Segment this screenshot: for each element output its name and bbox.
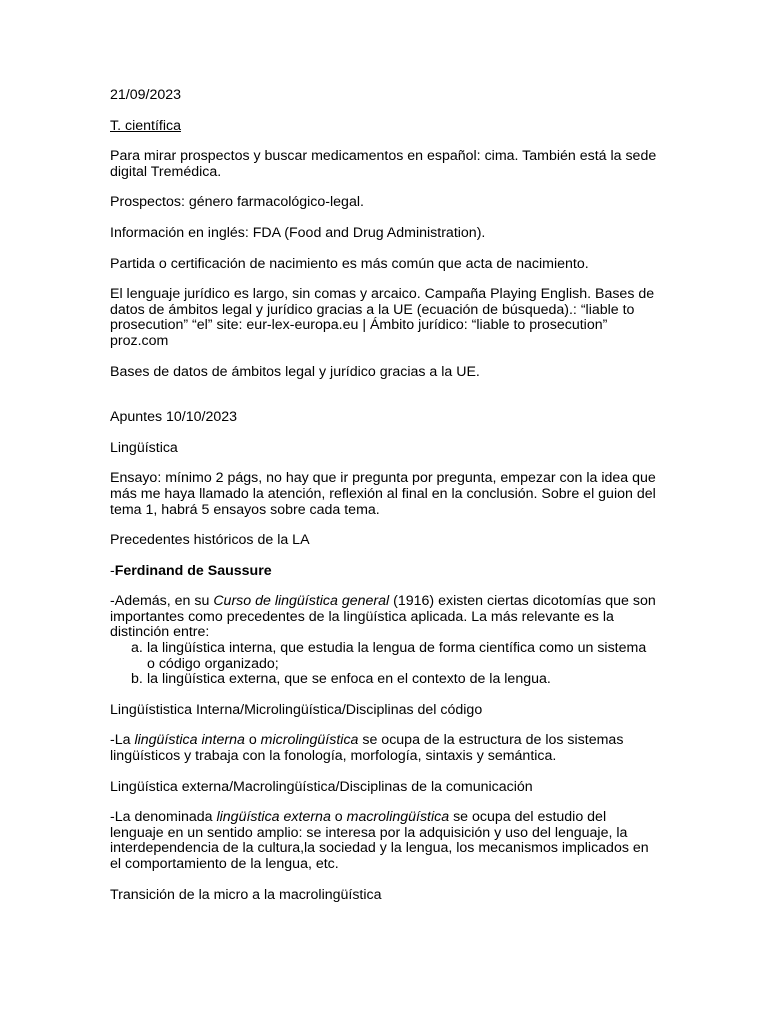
- paragraph-partida: Partida o certificación de nacimiento es más común que acta de nacimiento.: [110, 255, 589, 272]
- paragraph-cima: Para mirar prospectos y buscar medicamentos en español: cima. También está la sede digital Tremédica.: [110, 148, 657, 180]
- precedentes-heading: Precedentes históricos de la LA: [110, 532, 310, 549]
- paragraph-interna: [110, 733, 658, 764]
- list-item: [110, 672, 658, 688]
- list-marker: a.: [131, 640, 143, 657]
- externa-mid: o: [330, 809, 347, 826]
- curso-post: (1916) existen ciertas dicotomías que son importantes como precedentes de la lingüística aplicada. La más relevante es la distinción entre:: [110, 593, 656, 641]
- interna-term2: microlingüística: [260, 732, 359, 749]
- transicion-heading: Transición de la micro a la macrolingüística: [110, 886, 382, 903]
- externa-term2: macrolingüística: [346, 809, 450, 826]
- interna-post: se ocupa de la estructura de los sistemas lingüísticos y trabaja con la fonología, morfología, sintaxis y semántica.: [110, 732, 624, 765]
- saussure-heading: [110, 564, 658, 580]
- paragraph-ensayo: Ensayo: mínimo 2 págs, no hay que ir pregunta por pregunta, empezar con la idea que más me haya llamado la atención, reflexión al final en la conclusión. Sobre el guion del tema 1, habrá 5 ensayos sobre cada tema.: [110, 470, 656, 518]
- document-page: [110, 88, 658, 903]
- paragraph-fda: Información en inglés: FDA (Food and Drug Administration).: [110, 224, 486, 241]
- distinction-list: [110, 641, 658, 688]
- paragraph-prospectos: Prospectos: género farmacológico-legal.: [110, 194, 364, 211]
- interna-heading: Lingüístistica Interna/Microlingüística/Disciplinas del código: [110, 701, 483, 718]
- externa-heading: Lingüística externa/Macrolingüística/Disciplinas de la comunicación: [110, 778, 533, 795]
- section-title-t-cientifica: T. científica: [110, 117, 181, 134]
- curso-title: Curso de lingüística general: [213, 593, 390, 610]
- interna-term1: lingüística interna: [134, 732, 245, 749]
- date-heading: 21/09/2023: [110, 87, 182, 103]
- apuntes-heading: Apuntes 10/10/2023: [110, 409, 238, 426]
- paragraph-lenguaje-juridico: El lenguaje jurídico es largo, sin comas y arcaico. Campaña Playing English. Bases de datos de ámbitos legal y jurídico gracias a la UE (ecuación de búsqueda).: “liable to prosecution” “el” site: eur-lex-europa.eu | Ámbito jurídico: “liable to prosecution” proz.com: [110, 286, 655, 349]
- list-item-text: la lingüística interna, que estudia la lengua de forma científica como un sistema o código organizado;: [147, 640, 647, 672]
- saussure-dash: -: [110, 562, 115, 579]
- externa-post: se ocupa del estudio del lenguaje en un sentido amplio: se interesa por la adquisición y uso del lenguaje, la interdependencia de la cultura,la sociedad y la lengua, los mecanismos implicados en el comportamiento de la lengua, etc.: [110, 809, 649, 872]
- interna-pre: -La: [110, 732, 135, 749]
- curso-pre: -Además, en su: [110, 593, 214, 610]
- paragraph-bases-datos: Bases de datos de ámbitos legal y jurídico gracias a la UE.: [110, 363, 480, 380]
- paragraph-curso: [110, 594, 658, 641]
- saussure-name: Ferdinand de Saussure: [114, 562, 272, 579]
- interna-mid: o: [244, 732, 261, 749]
- externa-term1: lingüística externa: [216, 809, 331, 826]
- linguistica-heading: Lingüística: [110, 439, 178, 456]
- list-marker: b.: [131, 671, 143, 688]
- externa-pre: -La denominada: [110, 809, 217, 826]
- list-item-text: la lingüística externa, que se enfoca en el contexto de la lengua.: [147, 671, 551, 688]
- list-item: [110, 641, 658, 672]
- paragraph-externa: [110, 810, 658, 872]
